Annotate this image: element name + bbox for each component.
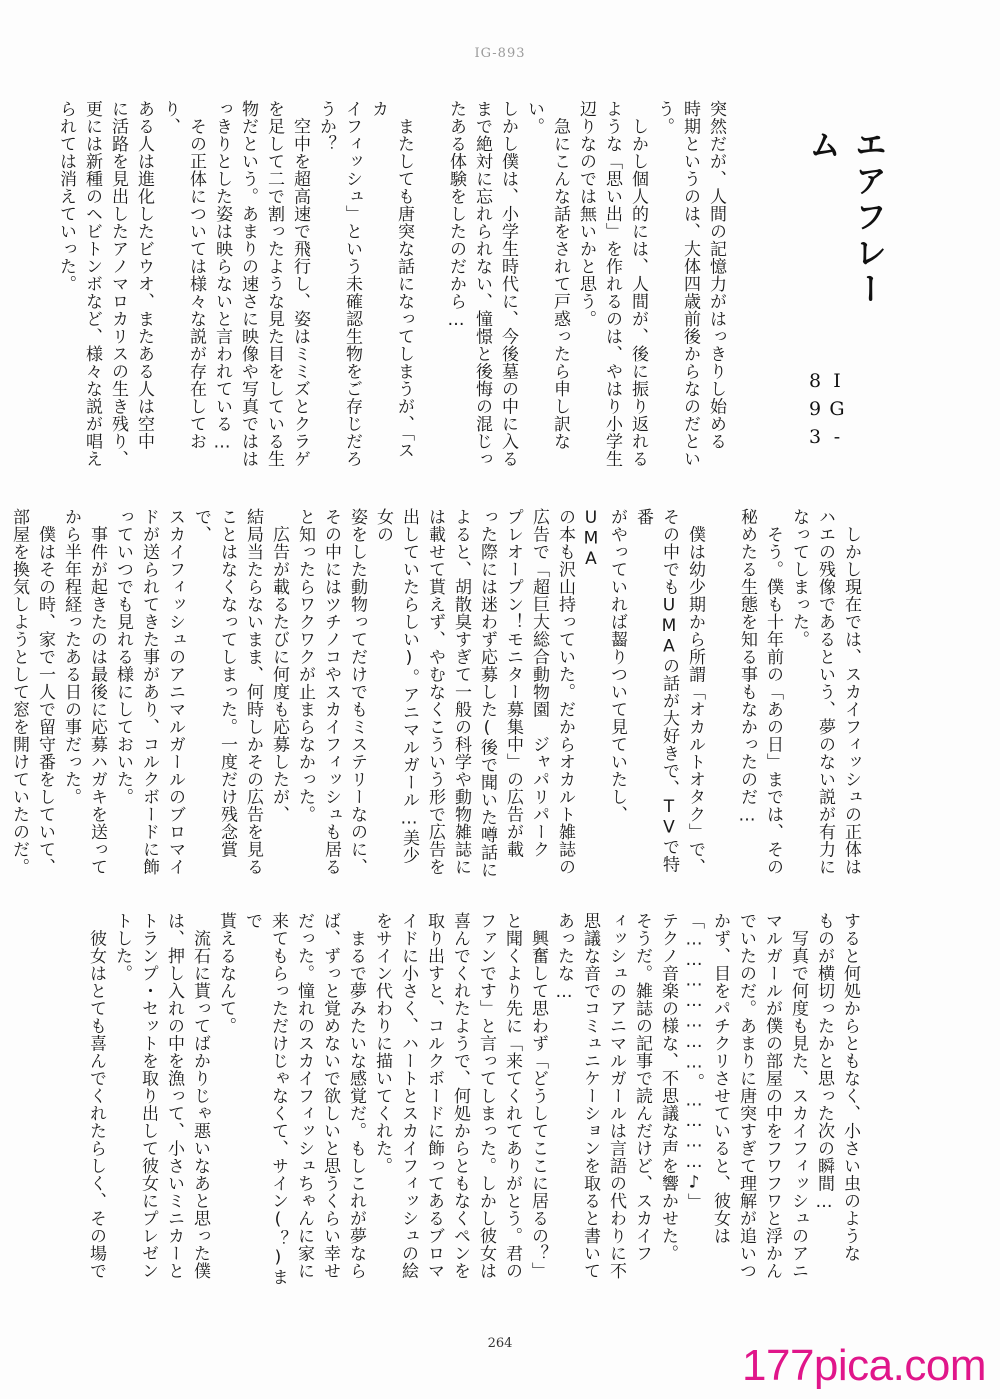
text-line: 貰えるなんて。 [216,912,236,1035]
text-line [417,100,443,472]
text-line: だった。憧れのスカイフィッシュちゃんに家に [294,912,314,1280]
text-line: しかし個人的には、人間が、後に振り返れる [628,100,648,468]
text-line: そうだ。雑誌の記事で読んだけど、スカイフ [632,912,652,1262]
text-line: 秘めたる生態を知る事もなかったのだ… [737,508,757,826]
text-line: ィッシュのアニマルガールは言語の代わりに不 [606,912,626,1280]
text-line: から半年程経ったある日の事だった。 [61,508,81,806]
text-line: 喜んでくれたようで、何処からともなくペンを [450,912,470,1280]
text-line: に活路を見出したアノマロカリスの生き残り、 [108,100,128,468]
watermark: 177pica.com [742,1341,986,1390]
text-line: よると、胡散臭すぎて一般の科学や動物雑誌に [451,508,471,876]
text-line: う。 [654,100,674,135]
text-line: 更には新種のヘビトンボなど、様々な説が唱え [82,100,102,468]
text-line: スカイフィッシュのアニマルガールのブロマイ [165,508,185,876]
text-line: は、押し入れの中を漁って、小さいミニカーと [164,912,184,1280]
story-title: エアフレーム [804,128,888,308]
text-line: またしても唐突な話になってしまうが、「スカ [368,100,414,459]
text-line: ば、ずっと覚めないで欲しいと思うくらい幸せ [320,912,340,1280]
text-line: イフィッシュ」という未確認生物をご存じだろ [342,100,362,468]
text-line: をサイン代わりに描いてくれた。 [372,912,392,1175]
text-line: でいたのだ。あまりに唐突すぎて理解が追いつ [736,912,756,1280]
text-block-bottom [86,912,863,1290]
text-line: と聞くより先に「来てくれてありがとう。君の [502,912,522,1280]
text-line: プレオープン！モニター募集中」の広告が載 [503,508,523,858]
text-line: ファンです」と言ってしまった。しかし彼女は [476,912,496,1280]
text-line: 出していたらしい)。アニマルガール…美少女の [373,508,419,864]
text-line: 写真で何度も見た、スカイフィッシュのアニ [788,912,808,1280]
text-line: まるで夢みたいな感覚だ。もしこれが夢なら [346,912,366,1280]
text-line: ものが横切ったかと思った次の瞬間… [814,912,834,1213]
text-line: ことはなくなってしまった。一度だけ残念賞で、 [191,508,237,858]
text-line: あったな… [554,912,574,1003]
text-line: かず、目をパチクリさせていると、彼女は [710,912,730,1245]
text-line: と知ったらワクワクが止まらなかった。 [295,508,315,823]
text-line [708,508,734,880]
text-line: 急にこんな話をされて戸惑ったら申し訳ない。 [524,100,570,450]
text-line: 僕は幼少期から所謂「オカルトオタク」で、 [685,508,705,876]
text-line: 事件が起きたのは最後に応募ハガキを送って [87,508,107,876]
text-line: 突然だが、人間の記憶力がはっきりし始める [706,100,726,450]
text-line: 時期というのは、大体四歳前後からなのだとい [680,100,700,468]
text-line: しかし現在では、スカイフィッシュの正体は [841,508,861,876]
text-line: 来てもらっただけじゃなくて、サイン(？)まで [242,912,288,1286]
text-line: 僕はその時、家で一人で留守番をしていて、 [35,508,55,876]
story-author: IG-893 [804,370,848,454]
page-header: IG-893 [474,46,526,61]
text-line: その正体については様々な説が存在しており、 [160,100,206,450]
text-line: 思議な音でコミュニケーションを取ると書いて [580,912,600,1280]
text-line: まで絶対に忘れられない、憧憬と後悔の混じっ [472,100,492,468]
text-line: ハエの残像であるという、夢のない説が有力に [815,508,835,876]
text-line: しかし僕は、小学生時代に、今後墓の中に入る [498,100,518,468]
text-line: られては消えていった。 [56,100,76,293]
text-line: 興奮して思わず「どうしてここに居るの？」 [528,912,548,1280]
text-line: 空中を超高速で飛行し、姿はミミズとクラゲ [290,100,310,468]
text-line: 取り出すと、コルクボードに飾ってあるブロマ [424,912,444,1280]
text-line: ドが送られてきた事があり、コルクボードに飾 [139,508,159,876]
text-line: トした。 [112,912,132,982]
text-line: 結局当たらないまま、何時しかその広告を見る [243,508,263,876]
text-line: ある人は進化したビウオ、またある人は空中 [134,100,154,450]
text-line: った際には迷わず応募した(後で聞いた噂話に [477,508,497,879]
text-block-middle [9,508,864,880]
text-line: うか？ [316,100,336,153]
text-line: 彼女はとても喜んでくれたらしく、その場で [86,912,106,1280]
text-line: 広告が載るたびに何度も応募したが、 [269,508,289,823]
text-line: の本も沢山持っていた。だからオカルト雑誌の [555,508,575,876]
text-line: 物だという。あまりの速さに映像や写真ではは [238,100,258,468]
text-line: トランプ・セットを取り出して彼女にプレゼン [138,912,158,1280]
text-line: その中にはツチノコやスカイフィッシュも居る [321,508,341,876]
text-line: っていつでも見れる様にしておいた。 [113,508,133,806]
text-line: イドに小さく、ハートとスカイフィッシュの絵 [398,912,418,1280]
text-line: すると何処からともなく、小さい虫のような [840,912,860,1262]
text-line: たある体験をしたのだから… [446,100,466,331]
text-line: 部屋を換気しようとして窓を開けていたのだ。 [9,508,29,876]
text-line: その中でもUMAの話が大好きで、TVで特番 [633,508,679,873]
text-line: は載せて貰えず、やむなくこういう形で広告を [425,508,445,876]
text-line: 辺りなのでは無いかと思う。 [576,100,596,328]
text-line: 広告で「超巨大総合動物園 ジャパリパーク [529,508,549,858]
text-line: 流石に貰ってばかりじゃ悪いなあと思った僕 [190,912,210,1280]
text-line: なってしまった。 [789,508,809,648]
page-number: 264 [487,1336,513,1351]
text-line: マルガールが僕の部屋の中をフワフワと浮かん [762,912,782,1280]
text-line: そう。僕も十年前の「あの日」までは、その [763,508,783,876]
text-line: ような「思い出」を作れるのは、やはり小学生 [602,100,622,468]
text-line: 「…………………。…………♪」 [684,912,704,1211]
text-line: っきりとした姿は映らないと言われている… [212,100,232,453]
text-line: テクノ音楽の様な、不思議な声を響かせた。 [658,912,678,1262]
text-line: を足して二で割ったような見た目をしている生 [264,100,284,468]
text-block-top [56,100,729,472]
text-line: 姿をした動物ってだけでもミステリーなのに、 [347,508,367,876]
text-line: がやっていれば齧りついて見ていたし、UMA [581,508,627,823]
